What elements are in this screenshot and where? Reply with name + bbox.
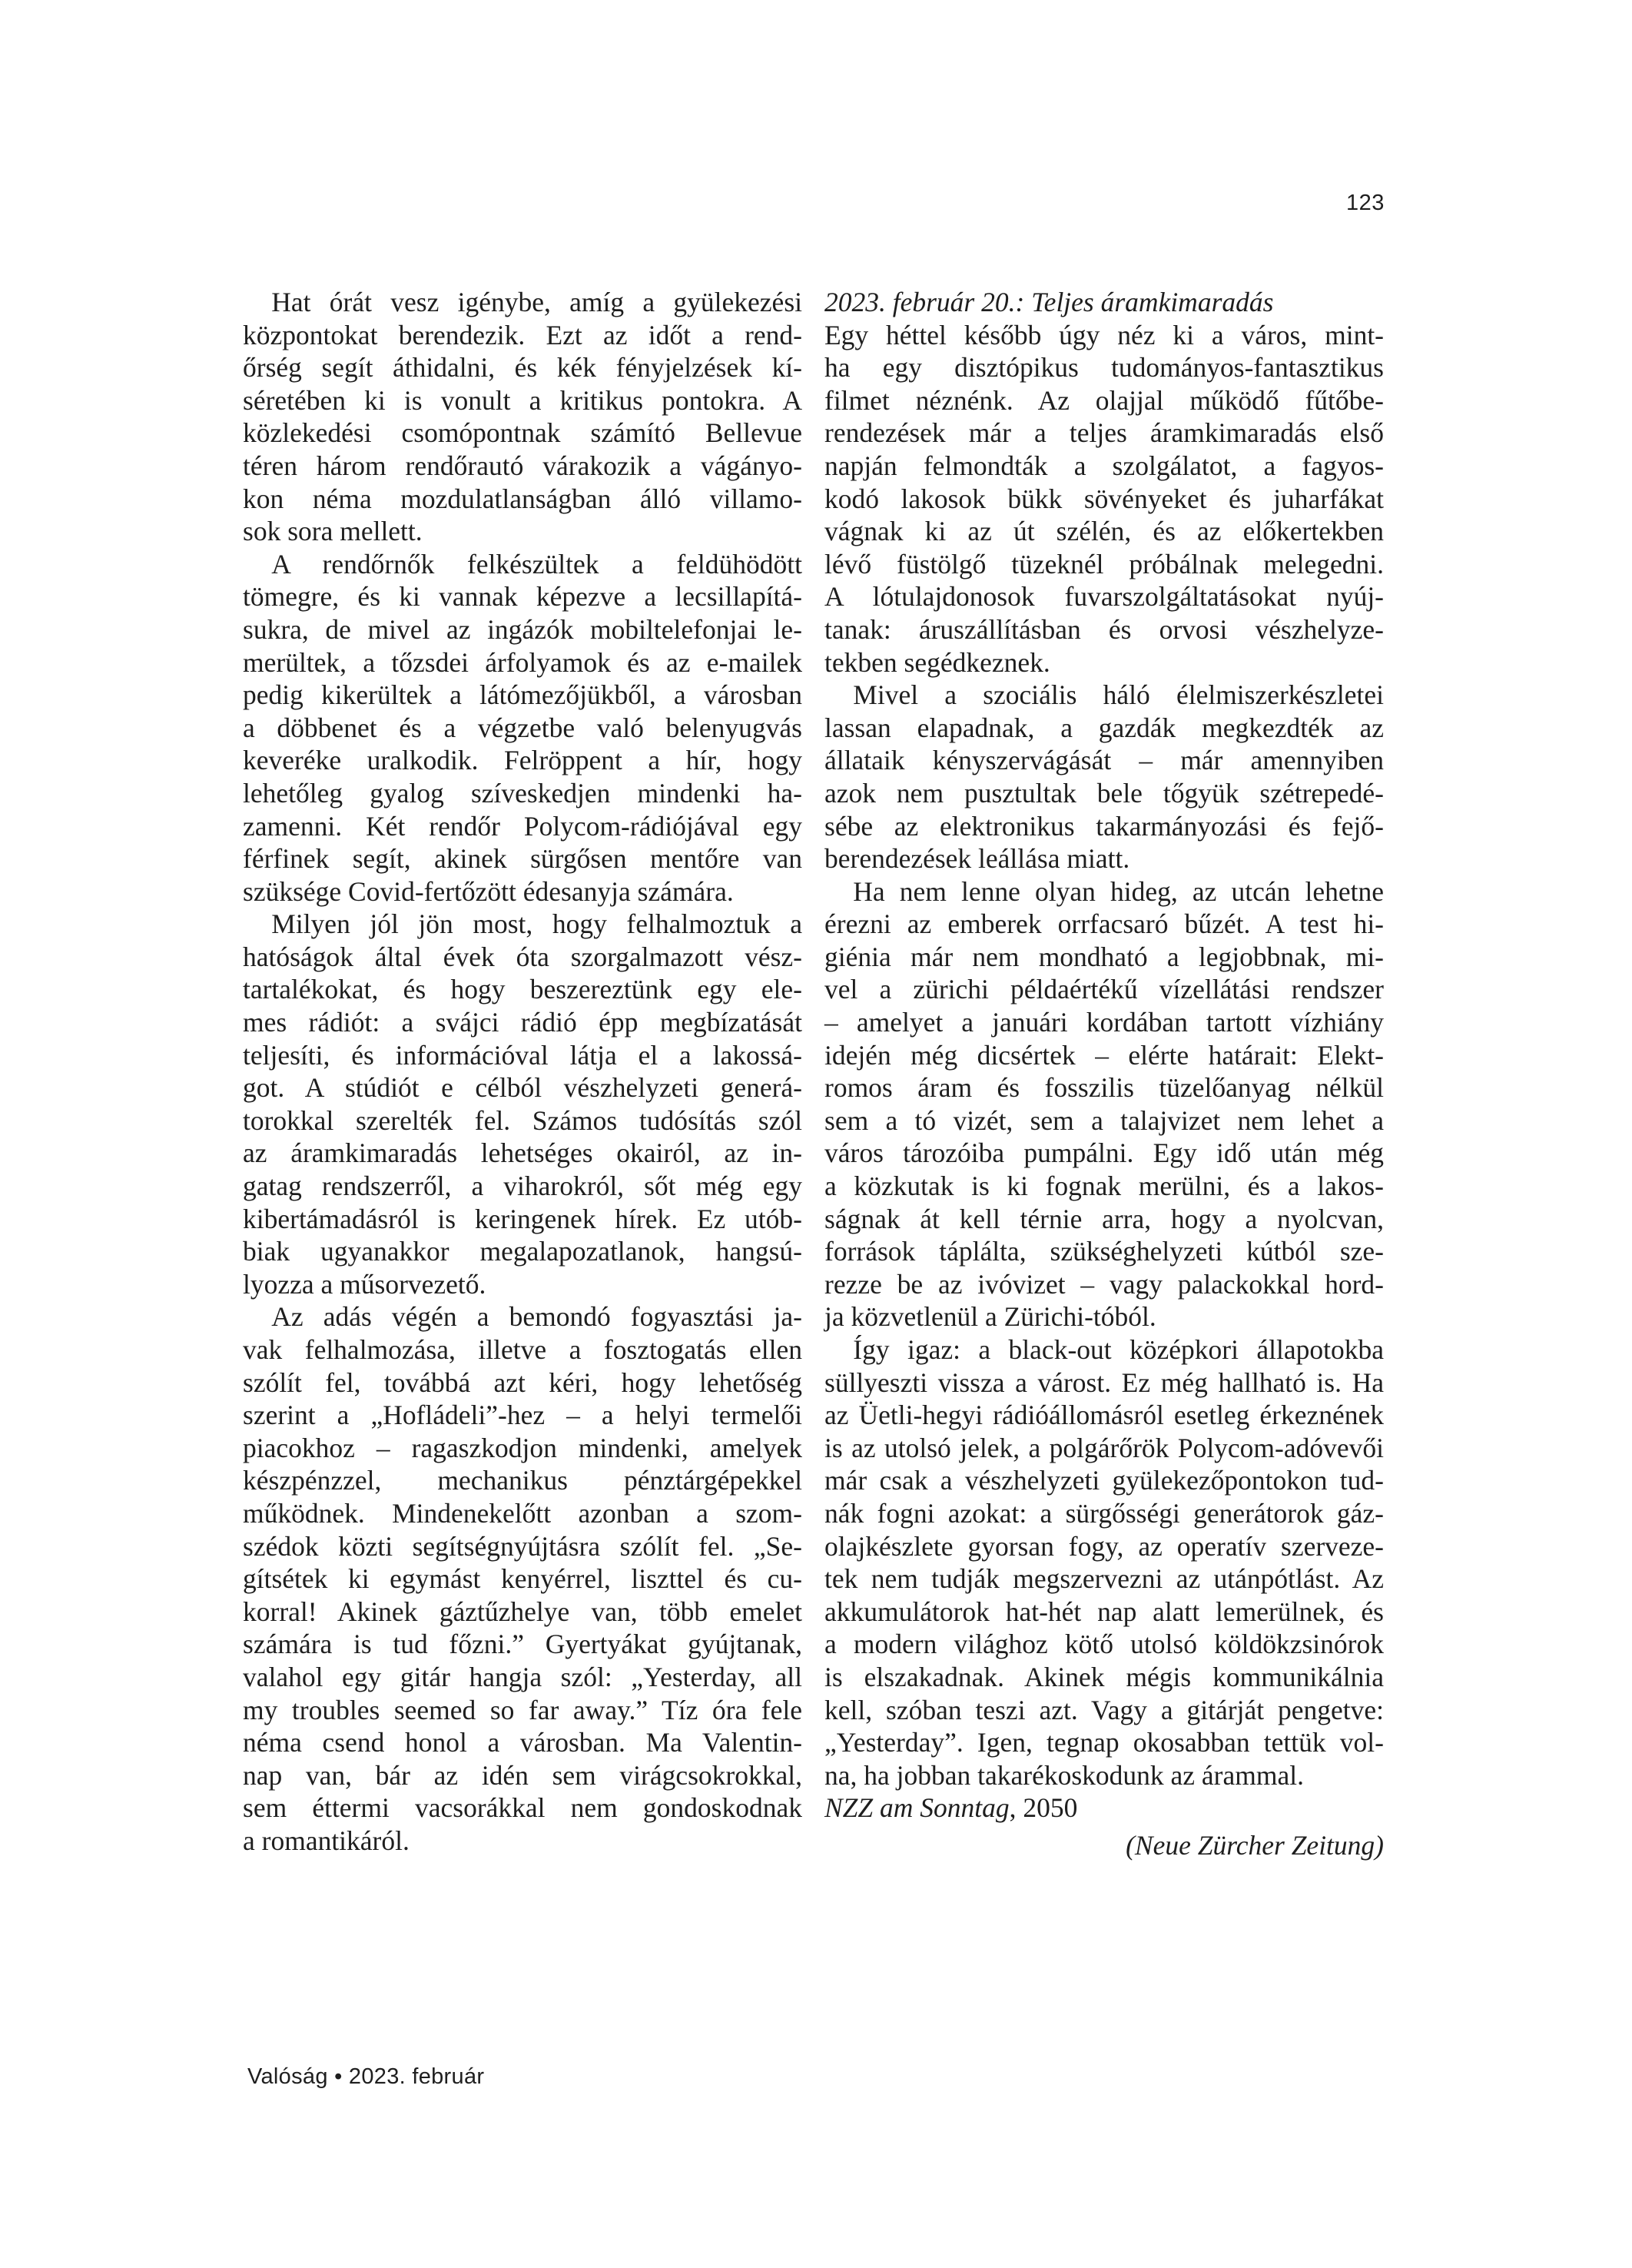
text-line: gítsétek ki egymást kenyérrel, liszttel és cu- <box>243 1563 802 1595</box>
text-line: vel a zürichi példaértékű vízellátási rendszer <box>824 974 1384 1005</box>
text-line: város tározóiba pumpálni. Egy idő után még <box>824 1137 1384 1169</box>
text-line: lévő füstölgő tüzeknél próbálnak melegedni. <box>824 548 1384 579</box>
text-line: ja közvetlenül a Zürichi-tóból. <box>824 1301 1156 1333</box>
text-line: állataik kényszervágását – már amennyiben <box>824 745 1384 776</box>
text-line: teljesíti, és információval látja el a lakossá- <box>243 1039 802 1071</box>
text-line: tek nem tudják megszervezni az utánpótlást. Az <box>824 1563 1384 1595</box>
text-line: rezze be az ivóvizet – vagy palackokkal hord- <box>824 1268 1384 1300</box>
text-line: tömegre, és ki vannak képezve a lecsillapítá- <box>243 581 802 613</box>
text-line: szédok közti segítségnyújtásra szólít fel. „Se- <box>243 1530 802 1562</box>
text-line: Hat órát vesz igénybe, amíg a gyülekezési <box>271 287 802 317</box>
text-line: őrség segít áthidalni, és kék fényjelzések kí- <box>243 352 802 384</box>
text-line: my troubles seemed so far away.” Tíz óra fele <box>243 1694 802 1725</box>
page-number: 123 <box>1346 191 1385 215</box>
text-line: giénia már nem mondható a legjobbnak, mi- <box>824 941 1384 972</box>
text-line: már csak a vészhelyzeti gyülekezőpontokon tud- <box>824 1465 1384 1496</box>
text-line: lyozza a műsorvezető. <box>243 1268 486 1300</box>
text-line: na, ha jobban takarékoskodunk az árammal. <box>824 1759 1304 1791</box>
text-line: téren három rendőrautó várakozik a vágányo- <box>243 450 802 481</box>
text-line: kodó lakosok bükk sövényeket és juharfákat <box>824 483 1384 514</box>
source-paper: (Neue Zürcher Zeitung) <box>1126 1829 1384 1861</box>
text-line: ha egy disztópikus tudományos-fantasztikus <box>824 352 1384 384</box>
text-line: az áramkimaradás lehetséges okairól, az in- <box>243 1137 802 1169</box>
text-line: készpénzzel, mechanikus pénztárgépekkel <box>243 1465 802 1496</box>
text-line: biak ugyanakkor megalapozatlanok, hangsú- <box>243 1236 802 1267</box>
text-line: merültek, a tőzsdei árfolyamok és az e-mailek <box>243 646 802 678</box>
text-line: rendezések már a teljes áramkimaradás első <box>824 417 1384 449</box>
text-line: pedig kikerültek a látómezőjükből, a városban <box>243 679 802 711</box>
text-line: sok sora mellett. <box>243 516 423 547</box>
source-year: , 2050 <box>1009 1792 1078 1824</box>
text-line: korral! Akinek gáztűzhelye van, több emelet <box>243 1596 802 1627</box>
text-line: szüksége Covid-fertőzött édesanyja számára. <box>243 875 734 907</box>
text-line: kell, szóban teszi azt. Vagy a gitárját pengetve: <box>824 1694 1384 1725</box>
text-line: a modern világhoz kötő utolsó köldökzsinórok <box>824 1629 1384 1660</box>
text-line: a romantikáról. <box>243 1825 410 1856</box>
text-line: az Üetli-hegyi rádióállomásról esetleg érkeznének <box>824 1400 1384 1431</box>
text-line: ságnak át kell térnie arra, hogy a nyolcvan, <box>824 1203 1384 1234</box>
text-line: sem éttermi vacsorákkal nem gondoskodnak <box>243 1792 802 1824</box>
text-line: is elszakadnak. Akinek mégis kommunikálnia <box>824 1661 1384 1692</box>
paragraph <box>824 679 1384 875</box>
paragraph <box>824 1333 1384 1791</box>
source-title: NZZ am Sonntag <box>824 1792 1010 1824</box>
text-line: központokat berendezik. Ezt az időt a rend- <box>243 319 802 350</box>
text-line: romos áram és fosszilis tüzelőanyag nélkül <box>824 1072 1384 1104</box>
text-line: A lótulajdonosok fuvarszolgáltatásokat nyúj- <box>824 581 1384 613</box>
text-line: közlekedési csomópontnak számító Bellevue <box>243 417 802 449</box>
text-line: kon néma mozdulatlanságban álló villamo- <box>243 483 802 514</box>
text-line: Milyen jól jön most, hogy felhalmoztuk a <box>271 908 802 940</box>
text-line: nap van, bár az idén sem virágcsokrokkal, <box>243 1759 802 1791</box>
text-line: lehetőleg gyalog szíveskedjen mindenki ha- <box>243 777 802 809</box>
text-line: sukra, de mivel az ingázók mobiltelefonjai le- <box>243 613 802 645</box>
section-heading: 2023. február 20.: Teljes áramkimaradás <box>824 287 1274 317</box>
right-column-body <box>824 319 1384 1792</box>
text-line: zamenni. Két rendőr Polycom-rádiójával egy <box>243 810 802 842</box>
text-line: sébe az elektronikus takarmányozási és fejő- <box>824 810 1384 842</box>
paragraph <box>824 319 1384 679</box>
text-line: vágnak ki az út szélén, és az előkertekben <box>824 516 1384 547</box>
text-line: tartalékokat, és hogy beszereztünk egy ele- <box>243 974 802 1005</box>
text-line: szerint a „Hofládeli”-hez – a helyi termelői <box>243 1400 802 1431</box>
text-line: szólít fel, továbbá azt kéri, hogy lehetőség <box>243 1366 802 1398</box>
text-line: azok nem pusztultak bele tőgyük szétrepedé- <box>824 777 1384 809</box>
text-line: got. A stúdiót e célból vészhelyzeti generá- <box>243 1072 802 1104</box>
text-line: napján felmondták a szolgálatot, a fagyos- <box>824 450 1384 481</box>
text-line: berendezések leállása miatt. <box>824 843 1130 875</box>
text-line: keveréke uralkodik. Felröppent a hír, hogy <box>243 745 802 776</box>
text-line: „Yesterday”. Igen, tegnap okosabban tettük vol- <box>824 1727 1384 1758</box>
text-line: számára is tud főzni.” Gyertyákat gyújtanak, <box>243 1629 802 1660</box>
paragraph <box>243 908 802 1300</box>
text-line: érezni az emberek orrfacsaró bűzét. A test hi- <box>824 908 1384 940</box>
text-line: néma csend honol a városban. Ma Valentin- <box>243 1727 802 1758</box>
paragraph <box>243 286 802 548</box>
text-line: idején még dicsértek – elérte határait: Elekt- <box>824 1039 1384 1071</box>
right-column <box>824 286 1384 1862</box>
source-citation <box>824 1791 1384 1825</box>
text-line: is az utolsó jelek, a polgárőrök Polycom-adóvevői <box>824 1432 1384 1463</box>
text-line: piacokhoz – ragaszkodjon mindenki, amelyek <box>243 1432 802 1463</box>
text-line: nák fogni azokat: a sürgősségi generátorok gáz- <box>824 1497 1384 1529</box>
text-line: valahol egy gitár hangja szól: „Yesterday, all <box>243 1661 802 1692</box>
text-line: a döbbenet és a végzetbe való belenyugvás <box>243 712 802 743</box>
text-line: Az adás végén a bemondó fogyasztási ja- <box>271 1301 802 1333</box>
text-line: sem a tó vizét, sem a talajvizet nem lehet a <box>824 1104 1384 1136</box>
text-line: mes rádiót: a svájci rádió épp megbízatását <box>243 1007 802 1038</box>
text-line: Mivel a szociális háló élelmiszerkészletei <box>853 679 1384 711</box>
text-line: férfinek segít, akinek sürgősen mentőre van <box>243 843 802 875</box>
text-line: a közkutak is ki fognak merülni, és a lakos- <box>824 1171 1384 1202</box>
paragraph <box>243 1300 802 1857</box>
text-line: tekben segédkeznek. <box>824 646 1050 678</box>
text-line: séretében ki is vonult a kritikus pontokra. A <box>243 384 802 416</box>
text-line: Egy héttel később úgy néz ki a város, mint- <box>824 319 1384 350</box>
text-line: olajkészlete gyorsan fogy, az operatív szerveze- <box>824 1530 1384 1562</box>
text-line: vak felhalmozása, illetve a fosztogatás ellen <box>243 1334 802 1365</box>
text-line: hatóságok által évek óta szorgalmazott vész- <box>243 941 802 972</box>
left-column <box>243 286 802 1858</box>
text-line: kibertámadásról is keringenek hírek. Ez utób- <box>243 1203 802 1234</box>
text-line: lassan elapadnak, a gazdák megkezdték az <box>824 712 1384 743</box>
text-line: torokkal szerelték fel. Számos tudósítás szól <box>243 1104 802 1136</box>
paragraph <box>824 875 1384 1333</box>
text-line: – amelyet a januári kordában tartott vízhiány <box>824 1007 1384 1038</box>
text-line: gatag rendszerről, a viharokról, sőt még egy <box>243 1171 802 1202</box>
text-line: süllyeszti vissza a várost. Ez még hallható is. Ha <box>824 1366 1384 1398</box>
text-line: Ha nem lenne olyan hideg, az utcán lehetne <box>853 875 1384 907</box>
page-footer: Valóság • 2023. február <box>247 2064 485 2089</box>
text-line: Így igaz: a black-out középkori állapotokba <box>853 1334 1384 1365</box>
text-line: működnek. Mindenekelőtt azonban a szom- <box>243 1497 802 1529</box>
paragraph <box>243 548 802 908</box>
text-line: filmet néznénk. Az olajjal működő fűtőbe- <box>824 384 1384 416</box>
text-line: A rendőrnők felkészültek a feldühödött <box>271 548 802 579</box>
text-line: akkumulátorok hat-hét nap alatt lemerülnek, és <box>824 1596 1384 1627</box>
text-line: tanak: áruszállításban és orvosi vészhelyze- <box>824 613 1384 645</box>
text-line: források táplálta, szükséghelyzeti kútból sze- <box>824 1236 1384 1267</box>
